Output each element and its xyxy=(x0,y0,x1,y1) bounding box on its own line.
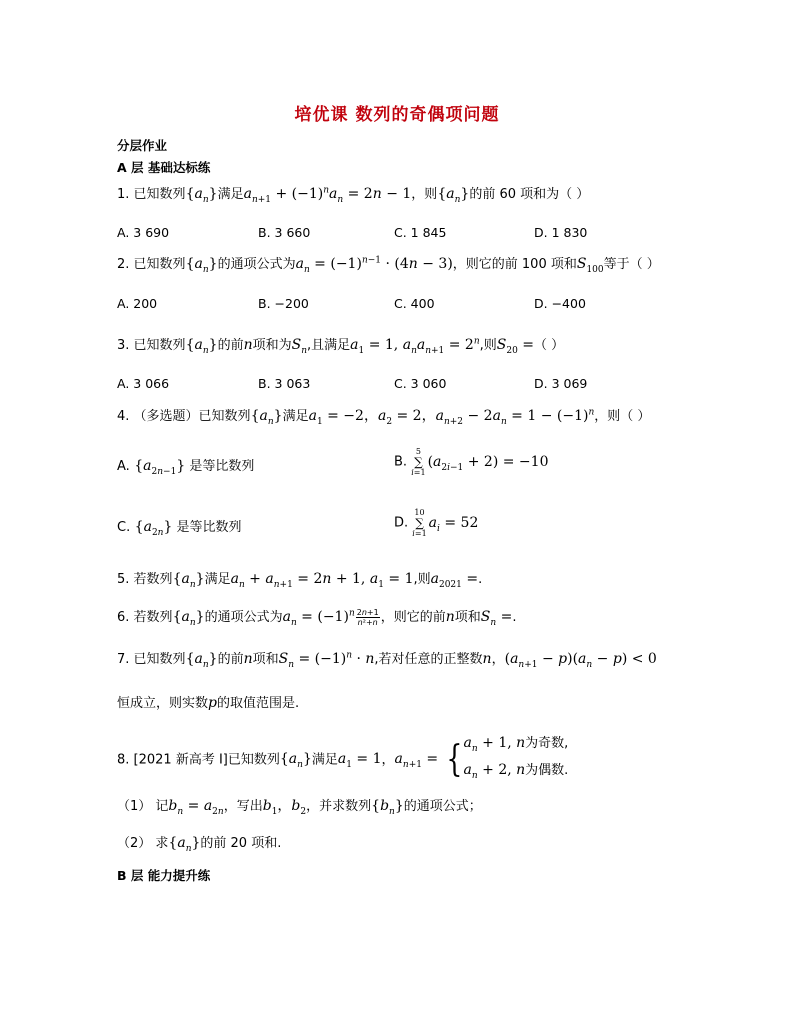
q4-math: $\{a_{2n-1}\}$ xyxy=(129,458,186,477)
q2-math: $a_n = (-1)^{n-1} \cdot (4n - 3)$ xyxy=(295,255,453,275)
q4-option-label: B. xyxy=(394,454,408,470)
q7-text: 项和 xyxy=(252,652,279,667)
q7-math: $\{a_n\}$ xyxy=(185,651,218,670)
q8-text: 的通项公式； xyxy=(403,799,482,814)
q3-option: D. 3 069 xyxy=(534,376,588,391)
q7-text: ， xyxy=(491,652,505,667)
q8-text: ，写出 xyxy=(223,799,263,814)
q4-math: $\{a_{2n}\}$ xyxy=(130,519,173,538)
q1-option: A. 3 690 xyxy=(117,225,170,240)
q4-number: 4. xyxy=(117,409,134,424)
q7-math: n xyxy=(243,651,253,667)
q1-option: B. 3 660 xyxy=(258,225,311,240)
q8-text: [2021 新高考 Ⅰ]已知数列 xyxy=(133,752,280,768)
q2-option: C. 400 xyxy=(394,296,435,311)
section-header: 分层作业 xyxy=(117,138,168,153)
q6-text: 项和 xyxy=(454,610,481,625)
q8-math: $a_1 = 1$ xyxy=(337,751,382,771)
q8-math: $b_1$，$b_2$ xyxy=(262,798,307,817)
q7-number: 7. xyxy=(117,652,134,667)
q8-math: $\{a_n\}$ xyxy=(279,751,312,771)
q4-option-text: 是等比数列 xyxy=(172,520,242,535)
q2-option: D. −400 xyxy=(534,296,586,311)
question-4 xyxy=(117,405,650,427)
q7-math: $(a_{n+1} - p)(a_n - p) < 0$ xyxy=(504,651,657,670)
q8-math: $\{b_n\}$ xyxy=(371,798,404,817)
q8-text: ，并求数列 xyxy=(306,799,372,814)
q4-option-text: 是等比数列 xyxy=(185,459,255,474)
q6-math: n xyxy=(445,609,455,625)
q2-text: 的通项公式为 xyxy=(217,257,296,272)
q5-number: 5. xyxy=(117,572,134,587)
q6-math: $\{a_n\}$ xyxy=(172,609,205,628)
q3-text: 项和为 xyxy=(252,338,292,353)
q1-text: 已知数列 xyxy=(133,187,186,202)
question-2 xyxy=(117,253,660,275)
q1-math: $\{a_n\}$ xyxy=(437,186,470,205)
question-1 xyxy=(117,183,589,205)
q7-math: n xyxy=(482,651,492,667)
q2-text: 已知数列 xyxy=(133,257,186,272)
q1-text: 满足 xyxy=(217,187,244,202)
q4-option-label: D. xyxy=(394,515,409,531)
q6-text: ，则它的前 xyxy=(380,610,446,625)
q2-option: A. 200 xyxy=(117,296,158,311)
q7-math: $S_n = (-1)^n \cdot n$ xyxy=(278,650,375,670)
q4-math: $a_1 = -2$，$a_2 = 2$，$a_{n+2} - 2a_n = 1 - (-1)^n$ xyxy=(308,407,595,427)
q4-text: （多选题）已知数列 xyxy=(133,409,251,424)
q3-math: $S_n$ xyxy=(291,337,308,356)
q2-number: 2. xyxy=(117,257,134,272)
q6-math: $S_n$ = xyxy=(480,609,513,628)
q1-option: C. 1 845 xyxy=(394,225,447,240)
q6-number: 6. xyxy=(117,610,134,625)
q7-text: 的取值范围是. xyxy=(216,696,300,711)
q3-math: $a_1 = 1$, $a_na_{n+1} = 2^n$ xyxy=(350,336,480,356)
q7-text: 的前 xyxy=(217,652,244,667)
q7-text: 已知数列 xyxy=(133,652,186,667)
q7-math: p xyxy=(208,695,217,711)
q8-math: $\{a_n\}$ xyxy=(168,835,201,854)
piecewise-cases: $a_n + 1$, n为奇数, $a_n + 2$, n为偶数. xyxy=(463,735,569,781)
q4-math: $\{a_n\}$ xyxy=(250,408,283,427)
q4-option-d xyxy=(394,508,478,538)
q4-option-a xyxy=(117,455,254,477)
q1-math: $\{a_n\}$ xyxy=(185,186,218,205)
q2-math: $\{a_n\}$ xyxy=(185,256,218,275)
q5-text: . xyxy=(478,572,483,587)
q3-text: 的前 xyxy=(217,338,244,353)
q1-text: ，则 xyxy=(411,187,438,202)
q1-option: D. 1 830 xyxy=(534,225,588,240)
question-8-part-2 xyxy=(117,832,281,854)
q7-text: 恒成立，则实数 xyxy=(117,696,209,711)
q8-number: 8. xyxy=(117,752,134,768)
q3-text: （ ） xyxy=(534,338,565,353)
q5-text: 若数列 xyxy=(133,572,173,587)
q3-text: ,且满足 xyxy=(307,338,351,353)
q8-text: 的前 20 项和. xyxy=(200,836,282,851)
q2-math: $S_{100}$ xyxy=(576,256,604,275)
q5-text: ,则 xyxy=(413,572,431,587)
q3-text: ,则 xyxy=(479,338,497,353)
q8-math: $b_n = a_{2n}$ xyxy=(168,798,224,817)
q2-option: B. −200 xyxy=(258,296,309,311)
question-8 xyxy=(117,733,568,787)
q5-text: 满足 xyxy=(204,572,231,587)
question-8-part-1 xyxy=(117,795,482,817)
sigma-symbol: 5 ∑ i=1 xyxy=(411,447,426,477)
q3-number: 3. xyxy=(117,338,134,353)
q4-option-label: C. xyxy=(117,520,131,535)
q2-text: 等于（ ） xyxy=(603,257,660,272)
q5-math: $a_{2021}$ = xyxy=(430,571,479,590)
level-a-header: A 层 基础达标练 xyxy=(117,160,211,175)
q4-text: ，则（ ） xyxy=(594,409,651,424)
q3-option: C. 3 060 xyxy=(394,376,447,391)
q1-text: 的前 60 项和为（ ） xyxy=(469,187,590,202)
q3-text: 已知数列 xyxy=(133,338,186,353)
fraction: $\frac{2n+1}{\text{n²+n}}$ xyxy=(356,608,379,627)
q2-text: ，则它的前 100 项和 xyxy=(452,257,577,272)
q3-option: A. 3 066 xyxy=(117,376,170,391)
q4-text: 满足 xyxy=(282,409,309,424)
question-6 xyxy=(117,606,516,628)
question-7 xyxy=(117,648,657,670)
q3-math: $S_{20}$ = xyxy=(496,337,535,356)
q8-text: （1） 记 xyxy=(117,799,169,814)
sigma-symbol: 10 ∑ i=1 xyxy=(412,508,427,538)
q8-text: ， xyxy=(381,752,395,768)
q4-math: $(a_{2i-1} + 2) = -10$ xyxy=(427,453,549,473)
question-3 xyxy=(117,334,564,356)
q6-text: 若数列 xyxy=(133,610,173,625)
question-5 xyxy=(117,568,482,590)
q8-text: 满足 xyxy=(311,752,338,768)
q1-math: $a_{n+1} + (-1)^na_n = 2n - 1$ xyxy=(243,185,412,205)
q5-math: $\{a_n\}$ xyxy=(172,571,205,590)
q3-math: n xyxy=(243,337,253,353)
q3-option: B. 3 063 xyxy=(258,376,311,391)
q6-text: 的通项公式为 xyxy=(204,610,283,625)
q3-math: $\{a_n\}$ xyxy=(185,337,218,356)
q6-math: $a_n = (-1)^n$ xyxy=(282,608,355,628)
q7-text: ,若对任意的正整数 xyxy=(374,652,483,667)
level-b-header: B 层 能力提升练 xyxy=(117,868,211,883)
q4-option-b xyxy=(394,447,548,477)
q4-option-c xyxy=(117,516,242,538)
q4-option-label: A. xyxy=(117,459,130,474)
q6-text: . xyxy=(512,610,517,625)
page-title: 培优课 数列的奇偶项问题 xyxy=(294,105,500,125)
q4-math: $a_i = 52$ xyxy=(428,514,479,534)
q8-math: $a_{n+1}$ = xyxy=(394,751,443,771)
q8-text: （2） 求 xyxy=(117,836,169,851)
brace: { xyxy=(446,738,463,780)
question-7-line-2 xyxy=(117,692,299,711)
q5-math: $a_n + a_{n+1} = 2n + 1$, $a_1 = 1$ xyxy=(230,571,414,590)
q8-case-text: 为偶数. xyxy=(525,762,569,778)
q1-number: 1. xyxy=(117,187,134,202)
q8-case-text: 为奇数, xyxy=(525,736,569,751)
